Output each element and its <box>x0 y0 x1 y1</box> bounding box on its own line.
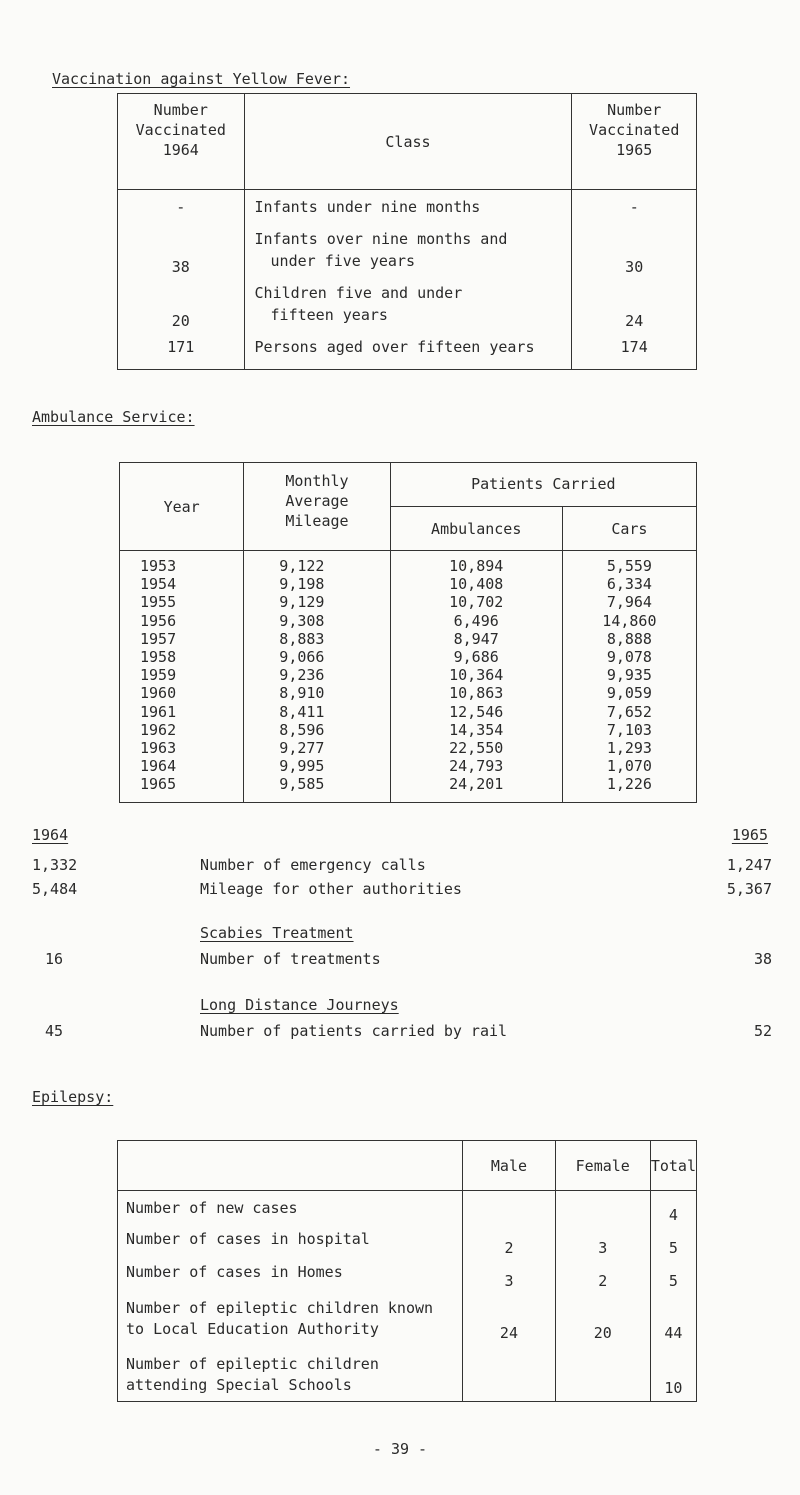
emergency-calls-label: Number of emergency calls <box>200 856 426 874</box>
table-row: 171 Persons aged over fifteen years 174 <box>118 332 697 370</box>
table-row: Number of epileptic children attending Special Schools 10 <box>118 1346 697 1402</box>
mileage-other-1965: 5,367 <box>726 880 772 898</box>
col-header-class: Class <box>244 94 572 190</box>
years-column: 1953 1954 1955 1956 1957 1958 1959 1960 1961 1962 1963 1964 1965 <box>140 557 177 794</box>
scabies-heading: Scabies Treatment <box>200 924 354 942</box>
scabies-1964: 16 <box>45 950 64 968</box>
ambulance-heading: Ambulance Service: <box>32 408 195 426</box>
year-1964-heading: 1964 <box>32 826 69 844</box>
mileage-column: 9,122 9,198 9,129 9,308 8,883 9,066 9,236 8,910 8,411 8,596 9,277 9,995 9,585 <box>244 551 390 803</box>
col-header-1964: Number Vaccinated 1964 <box>135 101 226 159</box>
page-number: - 39 - <box>372 1440 428 1458</box>
table-row: Number of cases in Homes 3 2 5 <box>118 1257 697 1290</box>
col-header-male: Male <box>463 1141 555 1191</box>
rail-1964: 45 <box>45 1022 64 1040</box>
table-row: Number of epileptic children known to Local Education Authority 24 20 44 <box>118 1290 697 1346</box>
col-header-patients: Patients Carried <box>390 463 696 507</box>
ambulances-column: 10,894 10,408 10,702 6,496 8,947 9,686 10,364 10,863 12,546 14,354 22,550 24,793 24,201 <box>390 551 562 803</box>
col-header-1965: Number Vaccinated 1965 <box>572 94 697 190</box>
table-row: Number of new cases 4 <box>118 1191 697 1224</box>
rail-label: Number of patients carried by rail <box>200 1022 508 1040</box>
emergency-calls-1964: 1,332 <box>32 856 78 874</box>
table-row: - Infants under nine months - <box>118 190 697 224</box>
yellow-fever-table <box>117 93 697 370</box>
scabies-label: Number of treatments <box>200 950 381 968</box>
table-row: Number of cases in hospital 2 3 5 <box>118 1224 697 1257</box>
mileage-other-label: Mileage for other authorities <box>200 880 462 898</box>
year-1965-heading: 1965 <box>731 826 768 844</box>
col-header-total: Total <box>650 1141 696 1191</box>
col-header-ambulances: Ambulances <box>390 507 562 551</box>
long-distance-heading: Long Distance Journeys <box>200 996 399 1014</box>
col-header-female: Female <box>555 1141 650 1191</box>
ambulance-table <box>119 462 697 803</box>
scabies-1965: 38 <box>753 950 772 968</box>
col-header-cars: Cars <box>562 507 696 551</box>
col-header-year: Year <box>163 497 200 516</box>
mileage-other-1964: 5,484 <box>32 880 78 898</box>
table-row: 38 Infants over nine months and under five years 30 <box>118 224 697 278</box>
rail-1965: 52 <box>753 1022 772 1040</box>
emergency-calls-1965: 1,247 <box>726 856 772 874</box>
col-header-mileage: Monthly Average Mileage <box>244 463 390 551</box>
table-row: 20 Children five and under fifteen years 24 <box>118 278 697 332</box>
yellow-fever-heading: Vaccination against Yellow Fever: <box>52 70 351 88</box>
cars-column: 5,559 6,334 7,964 14,860 8,888 9,078 9,935 9,059 7,652 7,103 1,293 1,070 1,226 <box>562 551 696 803</box>
epilepsy-table <box>117 1140 697 1402</box>
epilepsy-heading: Epilepsy: <box>32 1088 114 1106</box>
